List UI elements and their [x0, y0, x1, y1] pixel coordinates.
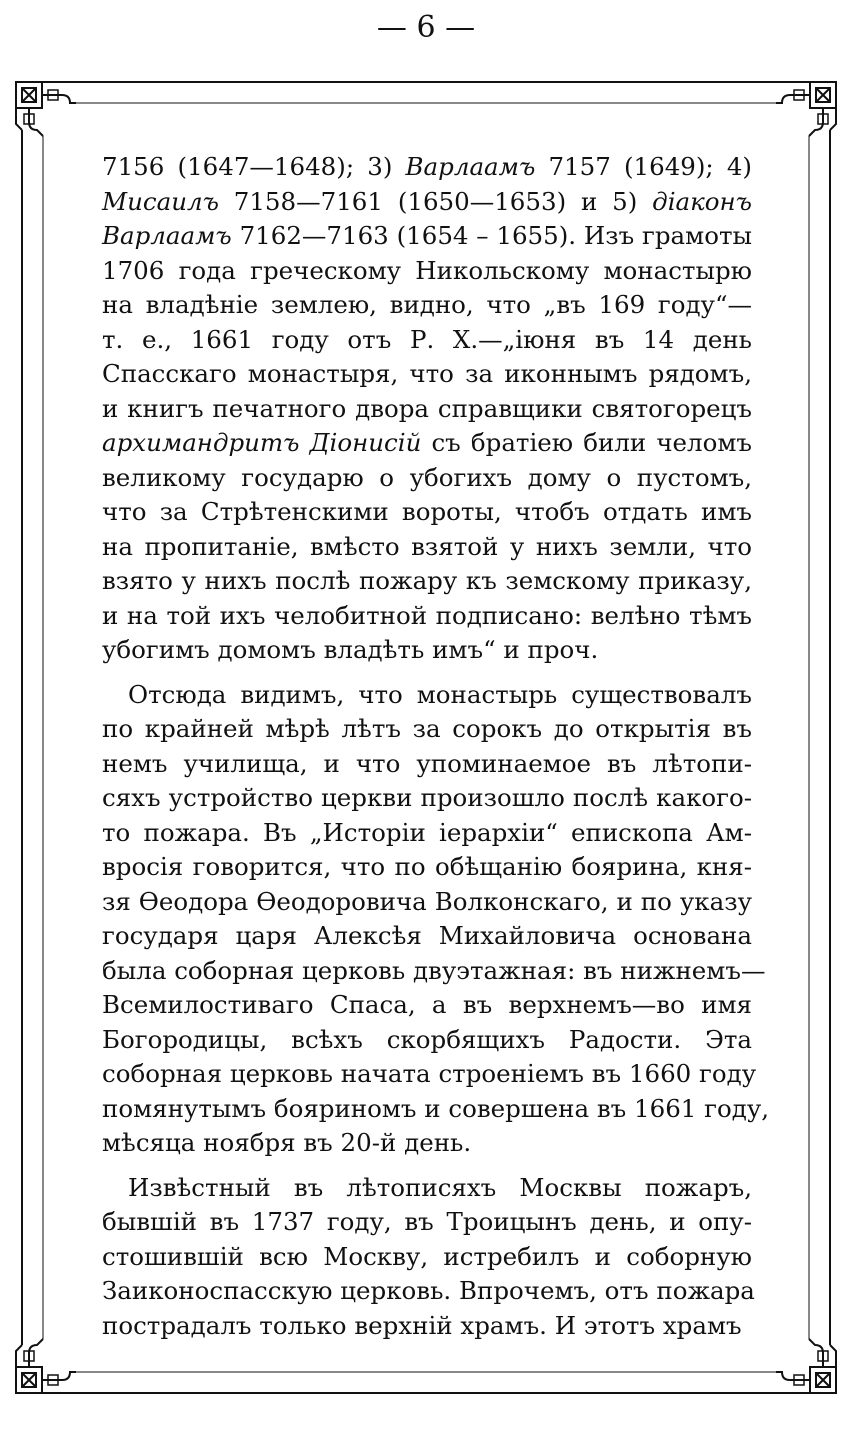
text-line	[102, 919, 752, 954]
text-line	[102, 288, 752, 323]
text-line	[102, 564, 752, 599]
italic-text: Мисаилъ	[102, 186, 219, 216]
text-line	[102, 747, 752, 782]
text-run: на пропитаніе, вмѣсто взятой у нихъ земли, что	[102, 531, 752, 561]
text-line	[102, 988, 752, 1023]
text-line	[102, 461, 752, 496]
text-line	[102, 426, 752, 461]
corner-ornament-bottom-left	[16, 1339, 76, 1393]
text-run: сяхъ устройство церкви произошло послѣ какого-	[102, 783, 752, 812]
text-run: и на той ихъ челобитной подписано: велѣно тѣмъ	[102, 600, 752, 630]
text-line	[102, 1205, 752, 1240]
italic-text: діаконъ	[652, 186, 752, 216]
text-line	[102, 357, 752, 392]
text-run: вросія говорится, что по обѣщанію боярина, кня-	[102, 852, 752, 881]
text-line	[102, 1171, 752, 1206]
paragraph	[102, 150, 752, 668]
text-run: Извѣстный въ лѣтописяхъ Москвы пожаръ,	[128, 1172, 752, 1202]
text-run: была соборная церковь двуэтажная: въ нижнемъ—	[102, 955, 766, 985]
text-run: 7162—7163 (1654 – 1655). Изъ грамоты	[231, 221, 752, 250]
text-run: т. е., 1661 году отъ Р. Х.—„іюня въ 14 день	[102, 324, 752, 354]
text-line	[102, 392, 752, 427]
text-run: на владѣніе землею, видно, что „въ 169 году“—	[102, 290, 752, 319]
text-run: великому государю о убогихъ дому о пустомъ,	[102, 462, 752, 492]
text-run: Отсюда видимъ, что монастырь существовалъ	[128, 679, 752, 709]
text-line	[102, 1023, 752, 1058]
text-line	[102, 1126, 752, 1161]
text-line	[102, 1274, 755, 1309]
text-line	[102, 1092, 770, 1127]
paragraph	[102, 678, 770, 1161]
corner-ornament-bottom-right	[776, 1339, 836, 1393]
corner-ornament-top-left	[16, 82, 76, 136]
text-run: убогимъ домомъ владѣть имъ“ и проч.	[102, 635, 599, 664]
text-line	[102, 816, 752, 851]
text-line	[102, 599, 752, 634]
text-run: 1706 года греческому Никольскому монастырю	[102, 255, 752, 285]
text-line	[102, 712, 752, 747]
text-run: стошившій всю Москву, истребилъ и соборную	[102, 1241, 752, 1271]
text-run: помянутымъ бояриномъ и совершена въ 1661 году,	[102, 1093, 770, 1123]
text-run: съ братіею били челомъ	[421, 428, 752, 457]
text-line	[102, 1309, 752, 1344]
text-line	[102, 633, 752, 668]
text-line	[102, 885, 752, 920]
text-run: 7156 (1647—1648); 3)	[102, 152, 406, 181]
text-line	[102, 219, 752, 254]
text-run: взято у нихъ послѣ пожару къ земскому приказу,	[102, 566, 752, 595]
paragraph	[102, 1171, 755, 1344]
text-run: Спасскаго монастыря, что за иконнымъ рядомъ,	[102, 359, 752, 388]
italic-text: архимандритъ Діонисій	[102, 428, 422, 457]
text-run: бывшій въ 1737 году, въ Троицынъ день, и опу-	[102, 1207, 752, 1236]
text-line	[102, 781, 752, 816]
text-run: 7158—7161 (1650—1653) и 5)	[218, 186, 653, 216]
page-number: — 6 —	[376, 10, 476, 45]
text-line	[102, 678, 752, 713]
text-line	[102, 254, 752, 289]
text-line	[102, 185, 752, 220]
italic-text: Варлаамъ	[405, 152, 536, 181]
text-line	[102, 495, 752, 530]
text-run: мѣсяца ноября въ 20-й день.	[102, 1128, 472, 1157]
text-run: и книгъ печатного двора справщики святогорецъ	[102, 393, 752, 423]
text-line	[102, 1057, 757, 1092]
text-line	[102, 954, 766, 989]
text-run: соборная церковь начата строеніемъ въ 1660 году	[102, 1059, 757, 1088]
text-run: по крайней мѣрѣ лѣтъ за сорокъ до открытія въ	[102, 714, 752, 743]
text-run: то пожара. Въ „Исторіи іерархіи“ епископа Ам-	[102, 817, 752, 847]
text-line	[102, 1240, 752, 1275]
text-run: зя Ѳеодора Ѳеодоровича Волконскаго, и по указу	[102, 886, 752, 916]
text-run: немъ училища, и что упоминаемое въ лѣтопи-	[102, 748, 752, 778]
text-run: Заиконоспасскую церковь. Впрочемъ, отъ пожара	[102, 1276, 755, 1305]
body-text	[102, 150, 770, 1343]
text-run: 7157 (1649); 4)	[535, 152, 752, 181]
text-run: Всемилостиваго Спаса, а въ верхнемъ—во имя	[102, 990, 752, 1019]
text-run: государя царя Алексѣя Михайловича основана	[102, 921, 752, 950]
text-line	[102, 530, 752, 565]
text-line	[102, 150, 752, 185]
text-run: что за Стрѣтенскими вороты, чтобъ отдать имъ	[102, 497, 752, 526]
italic-text: Варлаамъ	[102, 221, 232, 250]
text-line	[102, 850, 752, 885]
text-run: пострадалъ только верхній храмъ. И этотъ храмъ	[102, 1310, 742, 1340]
text-line	[102, 323, 752, 358]
corner-ornament-top-right	[776, 82, 836, 136]
text-run: Богородицы, всѣхъ скорбящихъ Радости. Эта	[102, 1024, 752, 1054]
